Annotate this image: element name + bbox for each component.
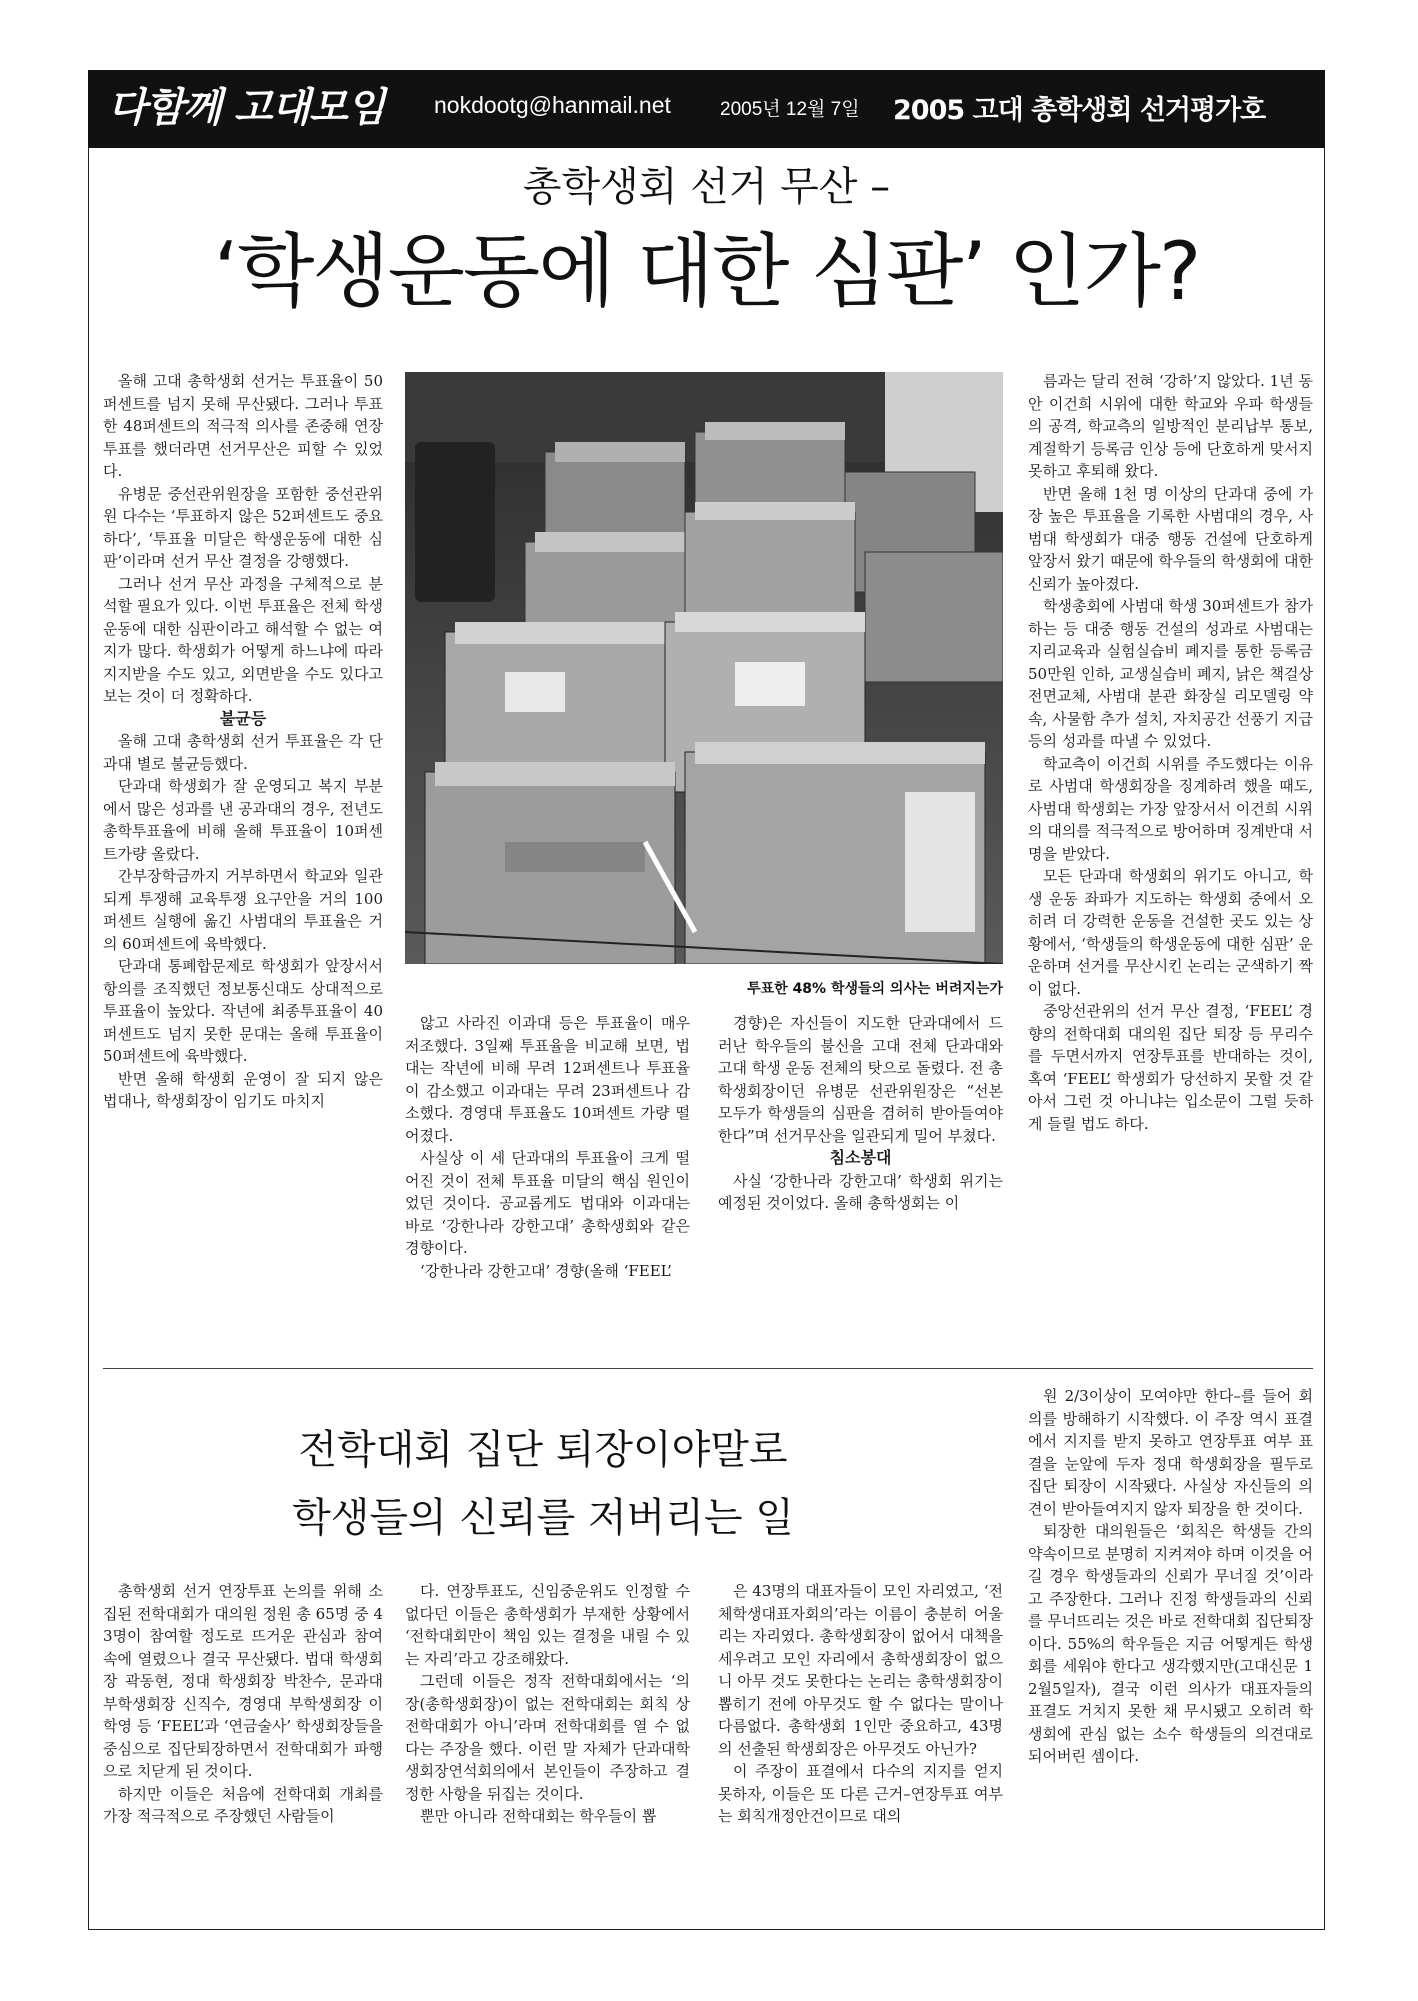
paragraph: 모든 단과대 학생회의 위기도 아니고, 학생 운동 좌파가 지도하는 학생회 중에서 오히려 더 강력한 운동을 건설한 곳도 있는 상황에서, ‘학생들의 학생운동에 대한 심판’ 운운하며 선거를 무산시킨 논리는 군색하기 짝이 없다. — [1028, 867, 1313, 998]
article1-kicker: 총학생회 선거 무산 – — [522, 164, 891, 210]
paragraph: 학교측이 이건희 시위를 주도했다는 이유로 사범대 학생회장을 징계하려 했을 때도, 사범대 학생회는 가장 앞장서서 이건희 시위의 대의를 적극적으로 방어하며 징계반대 서명을 받았다. — [1028, 754, 1313, 863]
paragraph: 반면 올해 학생회 운영이 잘 되지 않은 법대나, 학생회장이 임기도 마치지 — [103, 1069, 383, 1110]
subheading-imbalance: 불균등 — [219, 708, 267, 728]
masthead — [88, 70, 1325, 148]
paragraph: 않고 사라진 이과대 등은 투표율이 매우 저조했다. 3일째 투표율을 비교해 보면, 법대는 작년에 비해 무려 12퍼센트나 투표율이 감소했고 이과대는 무려 23퍼센트나 감소했다. 경영대 투표율도 10퍼센트 가량 떨어졌다. — [405, 1014, 690, 1145]
paragraph: 이 주장이 표결에서 다수의 지지를 얻지 못하자, 이들은 또 다른 근거–연장투표 여부는 회칙개정안건이므로 대의 — [718, 1762, 1003, 1825]
paragraph: 단과대 학생회가 잘 운영되고 복지 부분에서 많은 성과를 낸 공과대의 경우, 전년도 총학투표율에 비해 올해 투표율이 10퍼센트가량 올랐다. — [103, 777, 383, 863]
ballot-boxes-photo — [405, 372, 1003, 964]
article2-column-1 — [103, 1580, 383, 1828]
paragraph: 원 2/3이상이 모여야만 한다–를 들어 회의를 방해하기 시작했다. 이 주장 역시 표결에서 지지를 받지 못하고 연장투표 여부 표결을 눈앞에 두자 정대 학생회장을 필두로 집단 퇴장이 시작됐다. 사실상 자신들의 의견이 받아들여지지 않자 퇴장을 한 것이다. — [1028, 1387, 1313, 1518]
ballot-boxes-illustration — [405, 372, 1003, 964]
article2-column-3 — [718, 1580, 1003, 1828]
paragraph: 다. 연장투표도, 신임중운위도 인정할 수 없다던 이들은 총학생회가 부재한 상황에서 ‘전학대회만이 책임 있는 결정을 내릴 수 있는 자리’라고 강조해왔다. — [405, 1582, 690, 1668]
paragraph: 총학생회 선거 연장투표 논의를 위해 소집된 전학대회가 대의원 정원 총 65명 중 43명이 참여할 정도로 뜨거운 관심과 참여 속에 열렸으나 결국 무산됐다. 법대 학생회장 곽동현, 정대 학생회장 박찬수, 문과대 부학생회장 신직수, 경영대 부학생회장 이학영 등 ‘FEEL’과 ‘연금술사’ 학생회장들을 중심으로 집단퇴장하면서 전학대회가 파행으로 치닫게 된 것이다. — [103, 1582, 383, 1780]
paragraph: 중앙선관위의 선거 무산 결정, ‘FEEL’ 경향의 전학대회 대의원 집단 퇴장 등 무리수를 두면서까지 연장투표를 반대하는 것이, 혹여 ‘FEEL’ 학생회가 당선하지 못할 것 같아서 그런 것 아니냐는 입소문이 그럴 듯하게 들릴 법도 하다. — [1028, 1002, 1313, 1133]
paragraph: 올해 고대 총학생회 선거는 투표율이 50퍼센트를 넘지 못해 무산됐다. 그러나 투표한 48퍼센트의 적극적 의사를 존중해 연장투표를 했더라면 선거무산은 피할 수 있었다. — [103, 372, 383, 480]
article1-column-2 — [405, 1012, 690, 1282]
masthead-email[interactable]: nokdootg@hanmail.net — [434, 92, 671, 118]
article1-column-4 — [1028, 370, 1313, 1135]
article1-column-3 — [718, 1012, 1003, 1215]
paragraph: 간부장학금까지 거부하면서 학교와 일관되게 투쟁해 교육투쟁 요구안을 거의 100퍼센트 실행에 옮긴 사범대의 투표율은 거의 60퍼센트에 육박했다. — [103, 867, 383, 953]
paragraph: 하지만 이들은 처음에 전학대회 개최를 가장 적극적으로 주장했던 사람들이 — [103, 1784, 383, 1825]
article2-column-4 — [1028, 1385, 1313, 1768]
article2-column-2 — [405, 1580, 690, 1828]
paragraph: 사실상 이 세 단과대의 투표율이 크게 떨어진 것이 전체 투표율 미달의 핵심 원인이었던 것이다. 공교롭게도 법대와 이과대는 바로 ‘강한나라 강한고대’ 총학생회와 같은 경향이다. — [405, 1149, 690, 1257]
article1-headline: ‘학생운동에 대한 심판’ 인가? — [213, 225, 1200, 318]
masthead-date: 2005년 12월 7일 — [720, 99, 860, 120]
paragraph: 뿐만 아니라 전학대회는 학우들이 뽑 — [420, 1807, 657, 1825]
paragraph: 은 43명의 대표자들이 모인 자리였고, ‘전체학생대표자회의’라는 이름이 충분히 어울리는 자리였다. 총학생회장이 없어서 대책을 세우려고 모인 자리에서 총학생회장이 없으니 아무 것도 못한다는 논리는 총학생회장이 뽑히기 전에 아무것도 할 수 없다는 말이나 다름없다. 총학생회 1인만 중요하고, 43명의 선출된 학생회장은 아무것도 아닌가? — [718, 1582, 1003, 1758]
article2-headline-line1: 전학대회 집단 퇴장이야말로 — [298, 1427, 788, 1473]
paragraph: 퇴장한 대의원들은 ‘회칙은 학생들 간의 약속이므로 분명히 지켜져야 하며 이것을 어길 경우 학생들과의 신뢰가 무너질 것’이라고 주장한다. 그러나 진정 학생들과의 신뢰를 무너뜨리는 것은 바로 전학대회 집단퇴장이다. 55%의 학우들은 지금 어떻게든 학생회를 세워야 한다고 생각했지만(고대신문 12월5일자), 결국 이런 의사가 대표자들의 표결도 거치지 못한 채 무시됐고 오히려 학생회에 관심 없는 소수 학생들의 의견대로 되어버린 셈이다. — [1028, 1522, 1313, 1765]
masthead-logo: 다함께 고대모임 — [108, 85, 385, 131]
paragraph: 경향)은 자신들이 지도한 단과대에서 드러난 학우들의 불신을 고대 전체 단과대와 고대 학생 운동 전체의 탓으로 돌렸다. 전 총학생회장이던 유병문 선관위원장은 “선본 모두가 학생들의 심판을 겸허히 받아들여야 한다”며 선거무산을 일관되게 밀어 부쳤다. — [718, 1014, 1003, 1145]
section-divider — [103, 1368, 1313, 1369]
article1-column-1 — [103, 370, 383, 1113]
paragraph: 반면 올해 1천 명 이상의 단과대 중에 가장 높은 투표율을 기록한 사범대의 경우, 사범대 학생회가 대중 행동 건설에 단호하게 앞장서 왔기 때문에 학우들의 학생회에 대한 신뢰가 높아졌다. — [1028, 484, 1313, 593]
paragraph: 올해 고대 총학생회 선거 투표율은 각 단과대 별로 불균등했다. — [103, 732, 383, 773]
photo-caption: 투표한 48% 학생들의 의사는 버려지는가 — [747, 981, 1003, 997]
subheading-exaggeration: 침소봉대 — [829, 1148, 892, 1167]
paragraph: ‘강한나라 강한고대’ 경향(올해 ‘FEEL’ — [420, 1261, 672, 1280]
masthead-edition: 2005 고대 총학생회 선거평가호 — [893, 95, 1266, 126]
article2-headline-line2: 학생들의 신뢰를 저버리는 일 — [292, 1495, 794, 1541]
paragraph: 유병문 중선관위원장을 포함한 중선관위원 다수는 ‘투표하지 않은 52퍼센트도 중요하다’, ‘투표율 미달은 학생운동에 대한 심판’이라며 선거 무산 결정을 강행했다. — [103, 484, 383, 570]
paragraph: 학생총회에 사범대 학생 30퍼센트가 참가하는 등 대중 행동 건설의 성과로 사범대는 지리교육과 실험실습비 폐지를 통한 등록금 50만원 인하, 교생실습비 폐지, 낡은 책걸상 전면교체, 사범대 분관 화장실 리모델링 약속, 사물함 추가 설치, 자치공간 선풍기 지급 등의 성과를 따낼 수 있었다. — [1028, 597, 1314, 750]
paragraph: 사실 ‘강한나라 강한고대’ 학생회 위기는 예정된 것이었다. 올해 총학생회는 이 — [718, 1171, 1003, 1212]
paragraph: 름과는 달리 전혀 ‘강하’지 않았다. 1년 동안 이건희 시위에 대한 학교와 우파 학생들의 공격, 학교측의 일방적인 분리납부 통보, 계절학기 등록금 인상 등에 단호하게 맞서지 못하고 후퇴해 왔다. — [1028, 372, 1313, 480]
paragraph: 단과대 통폐합문제로 학생회가 앞장서서 항의를 조직했던 정보통신대도 상대적으로 투표율이 높았다. 작년에 최종투표율이 40퍼센트도 넘지 못한 문대는 올해 투표율이 50퍼센트에 육박했다. — [103, 957, 383, 1065]
paragraph: 그러나 선거 무산 과정을 구체적으로 분석할 필요가 있다. 이번 투표율은 전체 학생운동에 대한 심판이라고 해석할 수 없는 여지가 많다. 학생회가 어떻게 하느냐에 따라 지지받을 수도 있고, 외면받을 수도 있다고 보는 것이 더 정확하다. — [103, 574, 383, 705]
paragraph: 그런데 이들은 정작 전학대회에서는 ‘의장(총학생회장)이 없는 전학대회는 회칙 상 전학대회가 아니’라며 전학대회를 열 수 없다는 주장을 했다. 이런 말 자체가 단과대학생회장연석회의에서 본인들이 주장하고 결정한 사항을 뒤집는 것이다. — [405, 1672, 690, 1803]
